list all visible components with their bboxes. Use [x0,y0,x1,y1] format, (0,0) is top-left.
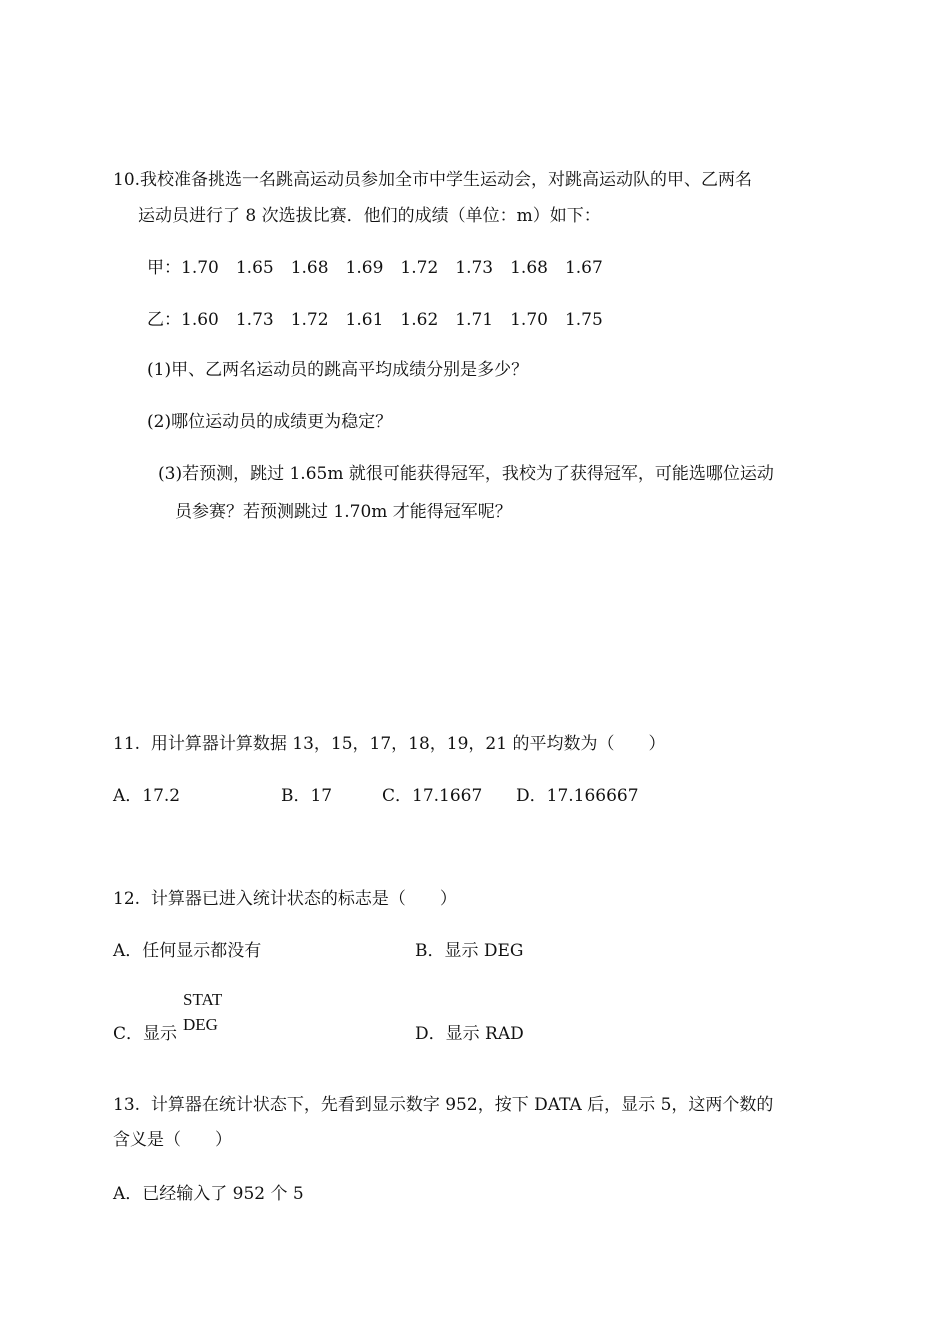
q12-option-a: A．任何显示都没有 [113,941,262,961]
q10-sub-question-1: (1)甲、乙两名运动员的跳高平均成绩分别是多少？ [147,360,529,380]
q13-stem-line1: 13. 计算器在统计状态下，先看到显示数字 952，按下 DATA 后，显示 5，这两个数的 [113,1095,774,1115]
q12-stem: 12. 计算器已进入统计状态的标志是（ ） [113,889,457,909]
q12-option-d: D．显示 RAD [415,1024,524,1044]
q10-sub-question-3-line2: 员参赛？若预测跳过 1.70m 才能得冠军呢？ [175,502,512,522]
q12-option-b: B．显示 DEG [415,941,524,961]
q12-option-c-display [183,991,222,1033]
q12-option-c: C．显示 [113,1024,178,1044]
q10-jia-scores: 甲：1.70 1.65 1.68 1.69 1.72 1.73 1.68 1.67 [147,258,603,278]
q11-option-c: C．17.1667 [382,786,483,806]
stat-indicator: STAT [183,990,223,1009]
q13-stem-line2: 含义是（ ） [113,1130,232,1150]
q10-stem-line2: 运动员进行了 8 次选拔比赛．他们的成绩（单位：m）如下： [138,206,601,226]
deg-indicator: DEG [183,1015,218,1034]
q10-sub-question-3-line1: (3)若预测，跳过 1.65m 就很可能获得冠军，我校为了获得冠军，可能选哪位运动 [158,464,774,484]
q10-stem-line1: 10.我校准备挑选一名跳高运动员参加全市中学生运动会，对跳高运动队的甲、乙两名 [113,170,753,190]
q10-sub-question-2: (2)哪位运动员的成绩更为稳定？ [147,412,393,432]
q13-option-a: A．已经输入了 952 个 5 [113,1184,304,1204]
q11-option-b: B．17 [281,786,333,806]
q11-option-a: A．17.2 [113,786,181,806]
q11-stem: 11. 用计算器计算数据 13，15，17，18，19，21 的平均数为（ ） [113,734,666,754]
q11-option-d: D．17.166667 [516,786,639,806]
q10-yi-scores: 乙：1.60 1.73 1.72 1.61 1.62 1.71 1.70 1.75 [147,310,603,330]
